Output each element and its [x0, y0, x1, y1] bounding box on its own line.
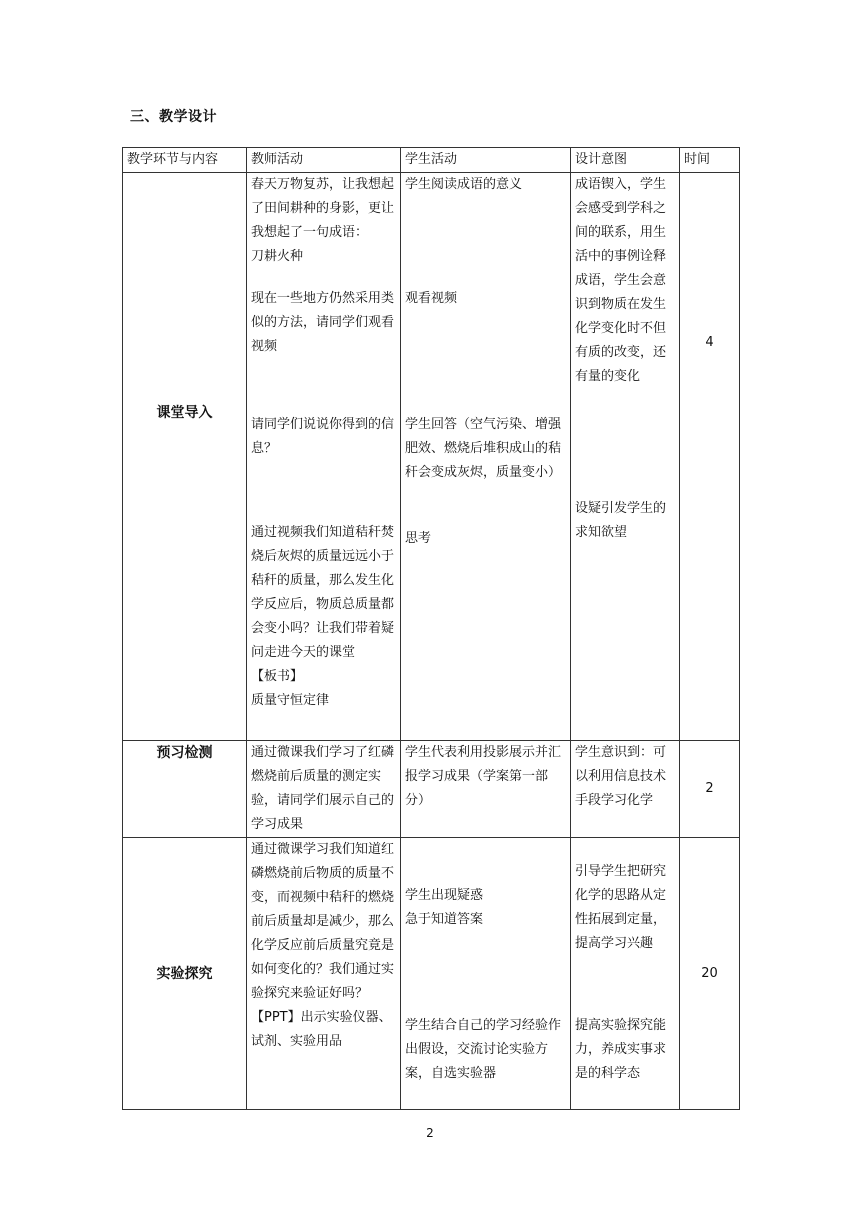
header-intent: 设计意图	[571, 148, 680, 173]
table-header-row	[123, 148, 740, 173]
section-title: 三、教学设计	[130, 109, 217, 125]
teacher-text: 通过微课我们学习了红磷燃烧前后质量的测定实验，请同学们展示自己的学习成果	[251, 745, 395, 832]
teacher-text: 通过视频我们知道秸秆焚烧后灰烬的质量远远小于秸秆的质量，那么发生化学反应后，物质总质量都会变小吗？让我们带着疑问走进今天的课堂	[251, 525, 395, 660]
intent-cell	[571, 838, 680, 1110]
intent-text: 学生意识到：可以利用信息技术手段学习化学	[575, 745, 667, 808]
teaching-design-table	[122, 147, 740, 1110]
stage-cell: 课堂导入	[123, 173, 247, 741]
time-cell: 2	[680, 741, 740, 838]
teacher-cell	[247, 741, 401, 838]
table-row	[123, 741, 740, 838]
student-text: 急于知道答案	[405, 912, 484, 927]
time-cell: 20	[680, 838, 740, 1110]
student-text: 思考	[405, 531, 432, 546]
table-row	[123, 838, 740, 1110]
header-teacher: 教师活动	[247, 148, 401, 173]
intent-cell	[571, 741, 680, 838]
intent-text: 设疑引发学生的求知欲望	[575, 501, 667, 540]
teacher-text: 现在一些地方仍然采用类似的方法，请同学们观看视频	[251, 291, 395, 354]
time-cell: 4	[680, 173, 740, 741]
header-stage: 教学环节与内容	[123, 148, 247, 173]
table-row	[123, 173, 740, 741]
student-text: 学生回答（空气污染、增强肥效、燃烧后堆积成山的秸秆会变成灰烬，质量变小）	[405, 417, 562, 480]
teacher-text: 质量守恒定律	[251, 693, 330, 708]
teacher-text: 春天万物复苏，让我想起了田间耕种的身影，更让我想起了一句成语：	[251, 177, 395, 240]
teacher-cell	[247, 173, 401, 741]
teacher-text: 【PPT】出示实验仪器、试剂、实验用品	[251, 1010, 392, 1049]
intent-text: 成语锲入，学生会感受到学科之间的联系，用生活中的事例诠释成语，学生会意识到物质在发生化学变化时不但有质的改变，还有量的变化	[575, 177, 667, 384]
student-text: 学生阅读成语的意义	[405, 177, 523, 192]
teacher-text: 请同学们说说你得到的信息？	[251, 417, 395, 456]
teacher-text: 【板书】	[251, 669, 304, 684]
student-text: 学生结合自己的学习经验作出假设，交流讨论实验方案，自选实验器	[405, 1018, 562, 1081]
header-time: 时间	[680, 148, 740, 173]
intent-text: 引导学生把研究化学的思路从定性拓展到定量，提高学习兴趣	[575, 864, 667, 951]
student-cell	[401, 838, 571, 1110]
intent-text: 提高实验探究能力，养成实事求是的科学态	[575, 1018, 667, 1081]
intent-cell	[571, 173, 680, 741]
teacher-text: 通过微课学习我们知道红磷燃烧前后物质的质量不变，而视频中秸秆的燃烧前后质量却是减少，那么化学反应前后质量究竟是如何变化的？我们通过实验探究来验证好吗？	[251, 842, 395, 1001]
student-cell	[401, 741, 571, 838]
student-text: 观看视频	[405, 291, 458, 306]
student-text: 学生代表利用投影展示并汇报学习成果（学案第一部分）	[405, 745, 562, 808]
stage-cell: 预习检测	[123, 741, 247, 838]
page-number: 2	[426, 1126, 434, 1140]
stage-cell: 实验探究	[123, 838, 247, 1110]
header-student: 学生活动	[401, 148, 571, 173]
student-cell	[401, 173, 571, 741]
teacher-text: 刀耕火种	[251, 249, 304, 264]
teacher-cell	[247, 838, 401, 1110]
student-text: 学生出现疑惑	[405, 888, 484, 903]
